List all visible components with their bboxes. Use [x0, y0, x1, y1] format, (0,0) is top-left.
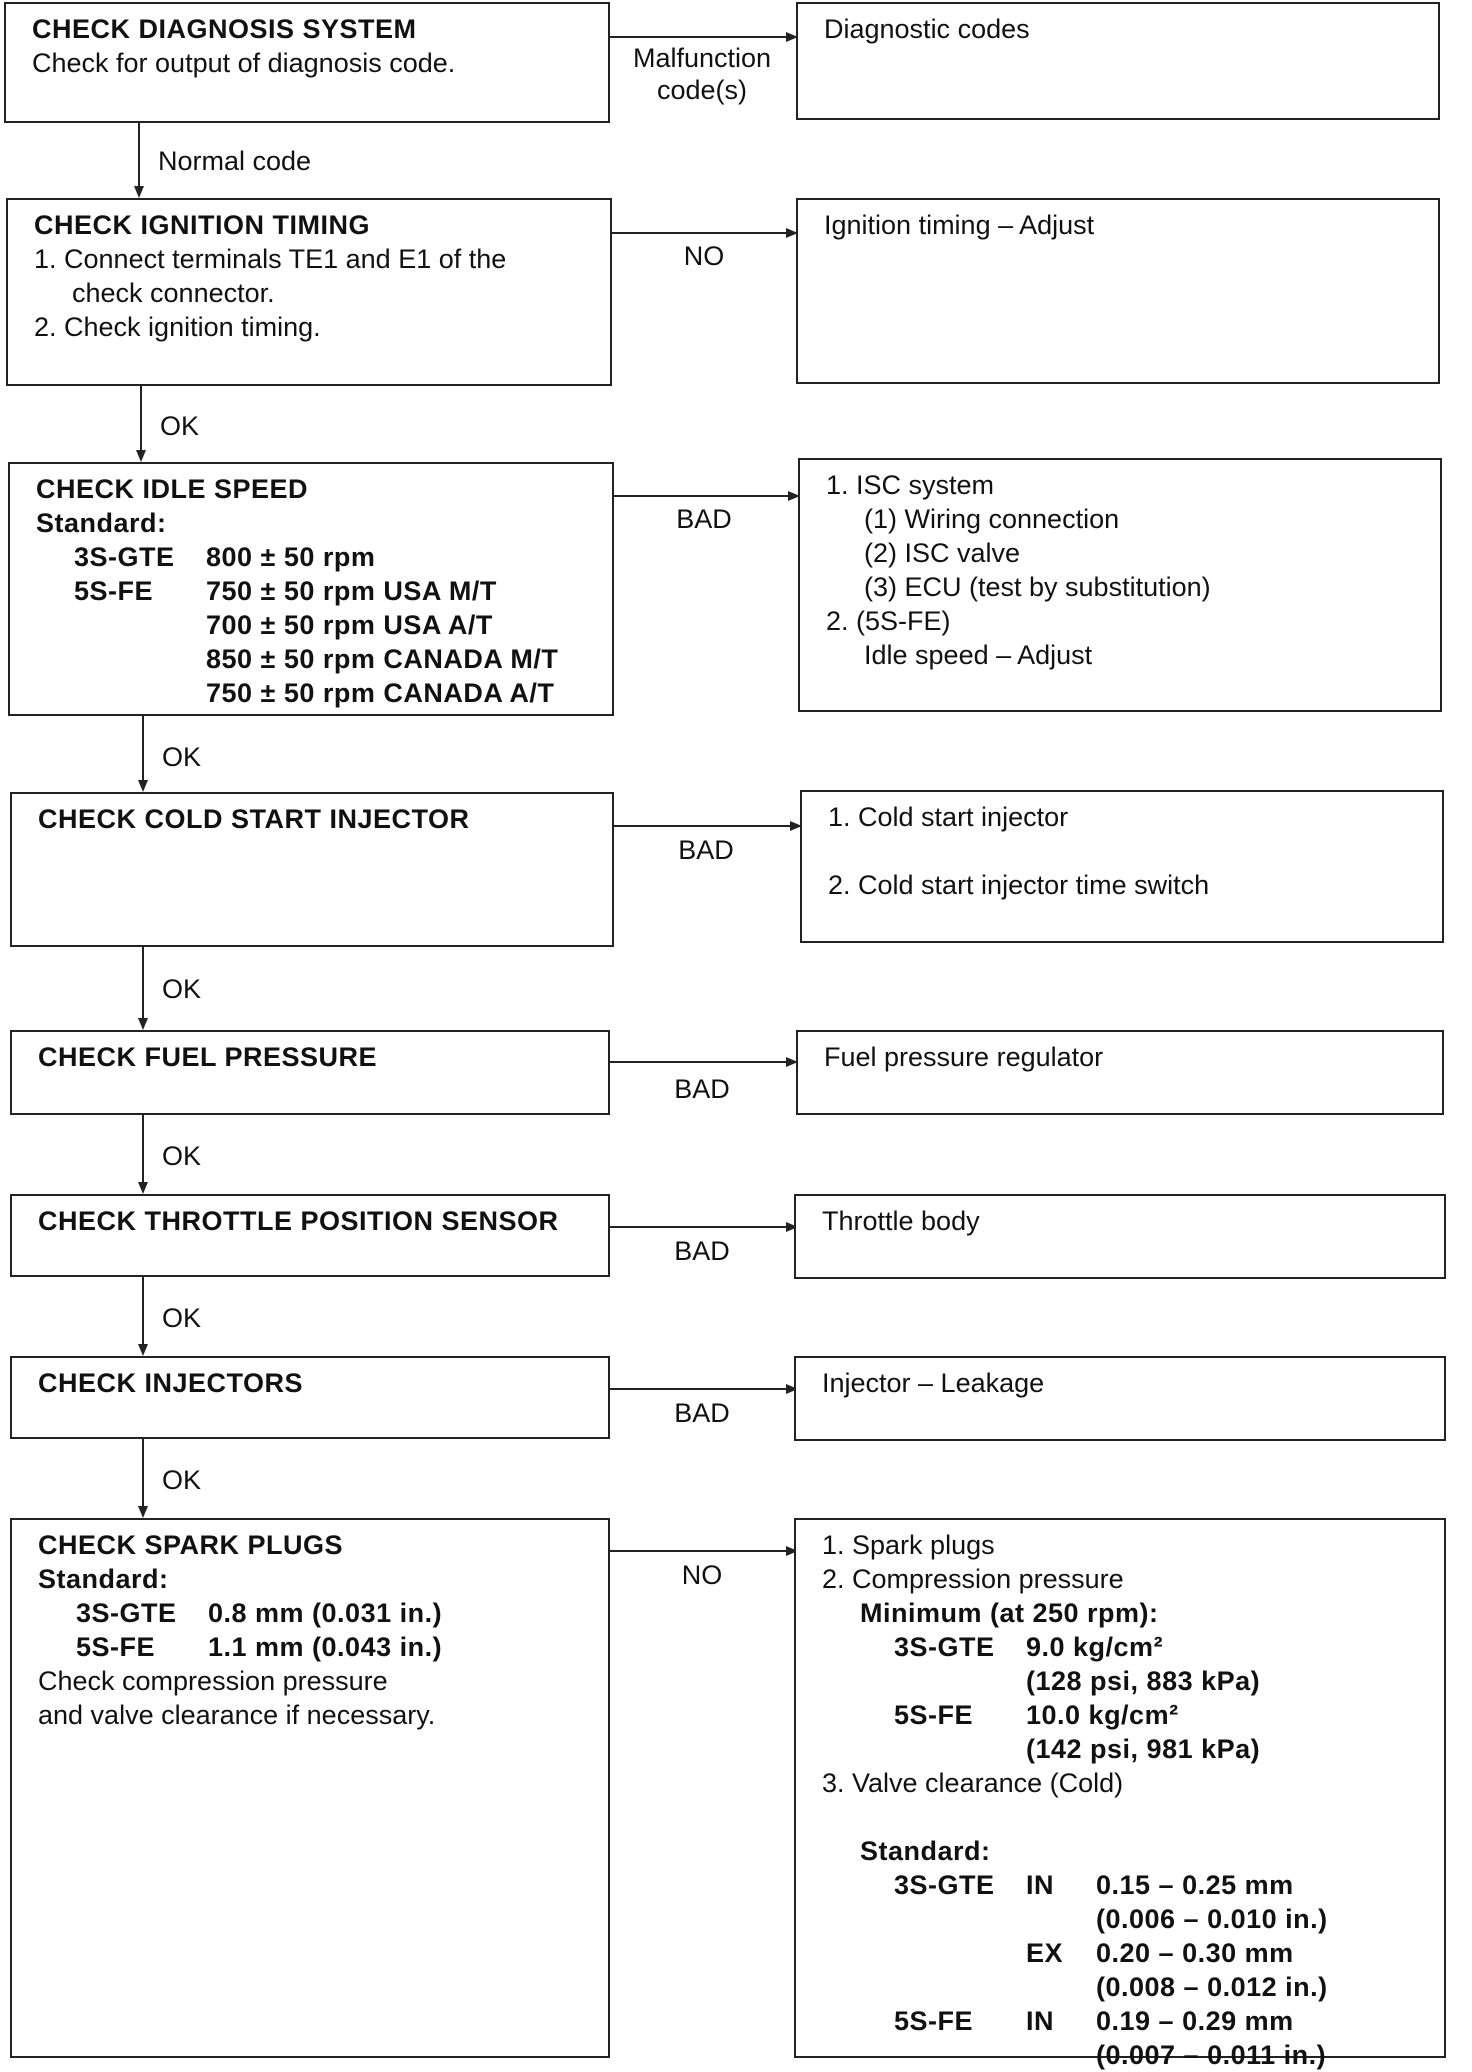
spec-value: 10.0 kg/cm²	[1026, 1700, 1179, 1730]
branch-label-bad: BAD	[678, 835, 734, 865]
spec-value: (0.007 – 0.011 in.)	[1096, 2040, 1327, 2070]
step-title: CHECK IGNITION TIMING	[34, 210, 370, 240]
result-ignition-timing	[796, 198, 1440, 384]
spec-value: 0.20 – 0.30 mm	[1096, 1938, 1294, 1968]
step-title: CHECK THROTTLE POSITION SENSOR	[38, 1206, 559, 1236]
spec-row	[36, 608, 586, 642]
standard-label: Standard:	[38, 1564, 169, 1594]
spec-value: (128 psi, 883 kPa)	[1026, 1666, 1261, 1696]
arrow-1-down	[134, 186, 144, 198]
flow-label-ok: OK	[162, 1465, 202, 1495]
result-throttle-body	[794, 1194, 1446, 1279]
result-text: Ignition timing – Adjust	[824, 210, 1095, 240]
spec-value: 9.0 kg/cm²	[1026, 1632, 1164, 1662]
result-text: 2. Cold start injector time switch	[828, 870, 1210, 900]
step-text: 2. Check ignition timing.	[34, 312, 321, 342]
step-text: and valve clearance if necessary.	[38, 1700, 436, 1730]
spec-row	[822, 1902, 1418, 1936]
step-check-cold-start-injector	[10, 792, 614, 947]
step-title: CHECK COLD START INJECTOR	[38, 804, 470, 834]
result-text: Fuel pressure regulator	[824, 1042, 1104, 1072]
flow-label-ok: OK	[162, 974, 202, 1004]
spec-engine: 3S-GTE	[894, 1870, 995, 1900]
spec-engine	[74, 608, 206, 642]
result-cold-start-injector	[800, 790, 1444, 943]
branch-label-no: NO	[683, 241, 725, 271]
spec-row	[36, 574, 586, 608]
branch-label-no: NO	[681, 1560, 723, 1590]
spec-value: (0.008 – 0.012 in.)	[1096, 1972, 1328, 2002]
arrow-4-down	[138, 1018, 148, 1030]
flow-label-normal-code: Normal code	[158, 146, 312, 176]
spec-value: 800 ± 50 rpm	[206, 542, 376, 572]
spec-row	[822, 1732, 1418, 1766]
branch-label-bad: BAD	[674, 1236, 730, 1266]
spec-value: 1.1 mm (0.043 in.)	[208, 1632, 443, 1662]
branch-label-bad: BAD	[674, 1074, 730, 1104]
spec-row	[822, 1936, 1418, 1970]
spec-engine	[74, 676, 206, 710]
result-text: (1) Wiring connection	[864, 504, 1120, 534]
branch-label-bad: BAD	[674, 1398, 730, 1428]
spec-value: 750 ± 50 rpm USA M/T	[206, 576, 497, 606]
spec-engine: 3S-GTE	[894, 1632, 995, 1662]
step-title: CHECK FUEL PRESSURE	[38, 1042, 378, 1072]
spec-row	[822, 2004, 1418, 2038]
step-check-throttle-position-sensor	[10, 1194, 610, 1277]
step-check-fuel-pressure	[10, 1030, 610, 1115]
result-text: Diagnostic codes	[824, 14, 1030, 44]
spec-valve: IN	[1026, 2006, 1054, 2036]
result-text: 1. ISC system	[826, 470, 995, 500]
step-check-spark-plugs	[10, 1518, 610, 2058]
step-check-diagnosis-system	[4, 2, 610, 123]
result-text: Throttle body	[822, 1206, 980, 1236]
spec-row	[822, 1698, 1418, 1732]
spec-row	[36, 642, 586, 676]
flow-label-ok: OK	[162, 742, 202, 772]
result-text: 1. Spark plugs	[822, 1530, 995, 1560]
spec-engine: 5S-FE	[894, 1700, 974, 1730]
step-check-injectors	[10, 1356, 610, 1439]
step-title: CHECK DIAGNOSIS SYSTEM	[32, 14, 417, 44]
result-text: 3. Valve clearance (Cold)	[822, 1768, 1124, 1798]
spec-row	[36, 540, 586, 574]
arrow-3-down	[138, 780, 148, 792]
spec-row	[822, 2038, 1418, 2072]
step-text: Check compression pressure	[38, 1666, 388, 1696]
result-text: (2) ISC valve	[864, 538, 1021, 568]
step-text: Check for output of diagnosis code.	[32, 48, 456, 78]
result-text: 2. (5S-FE)	[826, 606, 951, 636]
spec-value: 0.19 – 0.29 mm	[1096, 2006, 1294, 2036]
minimum-label: Minimum (at 250 rpm):	[860, 1598, 1159, 1628]
spec-value: (142 psi, 981 kPa)	[1026, 1734, 1261, 1764]
spec-engine: 5S-FE	[74, 576, 154, 606]
result-text: (3) ECU (test by substitution)	[864, 572, 1211, 602]
spec-engine: 5S-FE	[894, 2006, 974, 2036]
arrow-2-down	[136, 450, 146, 462]
branch-label-malfunction: Malfunction code(s)	[632, 43, 772, 105]
result-injector-leakage	[794, 1356, 1446, 1441]
spec-value: 850 ± 50 rpm CANADA M/T	[206, 644, 559, 674]
arrow-5-down	[138, 1182, 148, 1194]
step-text: check connector.	[72, 278, 275, 308]
spec-row	[36, 676, 586, 710]
spec-row	[38, 1630, 582, 1664]
spec-valve: EX	[1026, 1938, 1064, 1968]
spec-valve: IN	[1026, 1870, 1054, 1900]
spec-row	[822, 1970, 1418, 2004]
spec-engine: 5S-FE	[76, 1632, 156, 1662]
spec-row	[822, 1664, 1418, 1698]
result-text: Injector – Leakage	[822, 1368, 1045, 1398]
spec-engine: 3S-GTE	[76, 1598, 177, 1628]
step-check-idle-speed	[8, 462, 614, 716]
flow-label-ok: OK	[162, 1303, 202, 1333]
arrow-7-down	[138, 1506, 148, 1518]
result-fuel-pressure-regulator	[796, 1030, 1444, 1115]
result-text: Idle speed – Adjust	[864, 640, 1093, 670]
branch-label-bad: BAD	[676, 504, 732, 534]
step-check-ignition-timing	[6, 198, 612, 386]
spec-row	[822, 1630, 1418, 1664]
spec-value: 700 ± 50 rpm USA A/T	[206, 610, 493, 640]
spec-row	[38, 1596, 582, 1630]
step-title: CHECK IDLE SPEED	[36, 474, 309, 504]
result-isc-system	[798, 458, 1442, 712]
arrow-6-down	[138, 1344, 148, 1356]
spec-engine	[74, 642, 206, 676]
result-spark-plugs	[794, 1518, 1446, 2070]
result-text: 2. Compression pressure	[822, 1564, 1124, 1594]
spec-row	[822, 1868, 1418, 1902]
result-text: 1. Cold start injector	[828, 802, 1069, 832]
spec-value: 0.15 – 0.25 mm	[1096, 1870, 1294, 1900]
spec-value: 750 ± 50 rpm CANADA A/T	[206, 678, 555, 708]
spec-engine: 3S-GTE	[74, 542, 175, 572]
standard-label: Standard:	[860, 1836, 991, 1866]
standard-label: Standard:	[36, 508, 167, 538]
flow-label-ok: OK	[160, 411, 200, 441]
step-text: 1. Connect terminals TE1 and E1 of the	[34, 244, 507, 274]
result-diagnostic-codes	[796, 2, 1440, 120]
step-title: CHECK SPARK PLUGS	[38, 1530, 344, 1560]
spec-value: 0.8 mm (0.031 in.)	[208, 1598, 443, 1628]
spec-value: (0.006 – 0.010 in.)	[1096, 1904, 1328, 1934]
flow-label-ok: OK	[162, 1141, 202, 1171]
step-title: CHECK INJECTORS	[38, 1368, 304, 1398]
